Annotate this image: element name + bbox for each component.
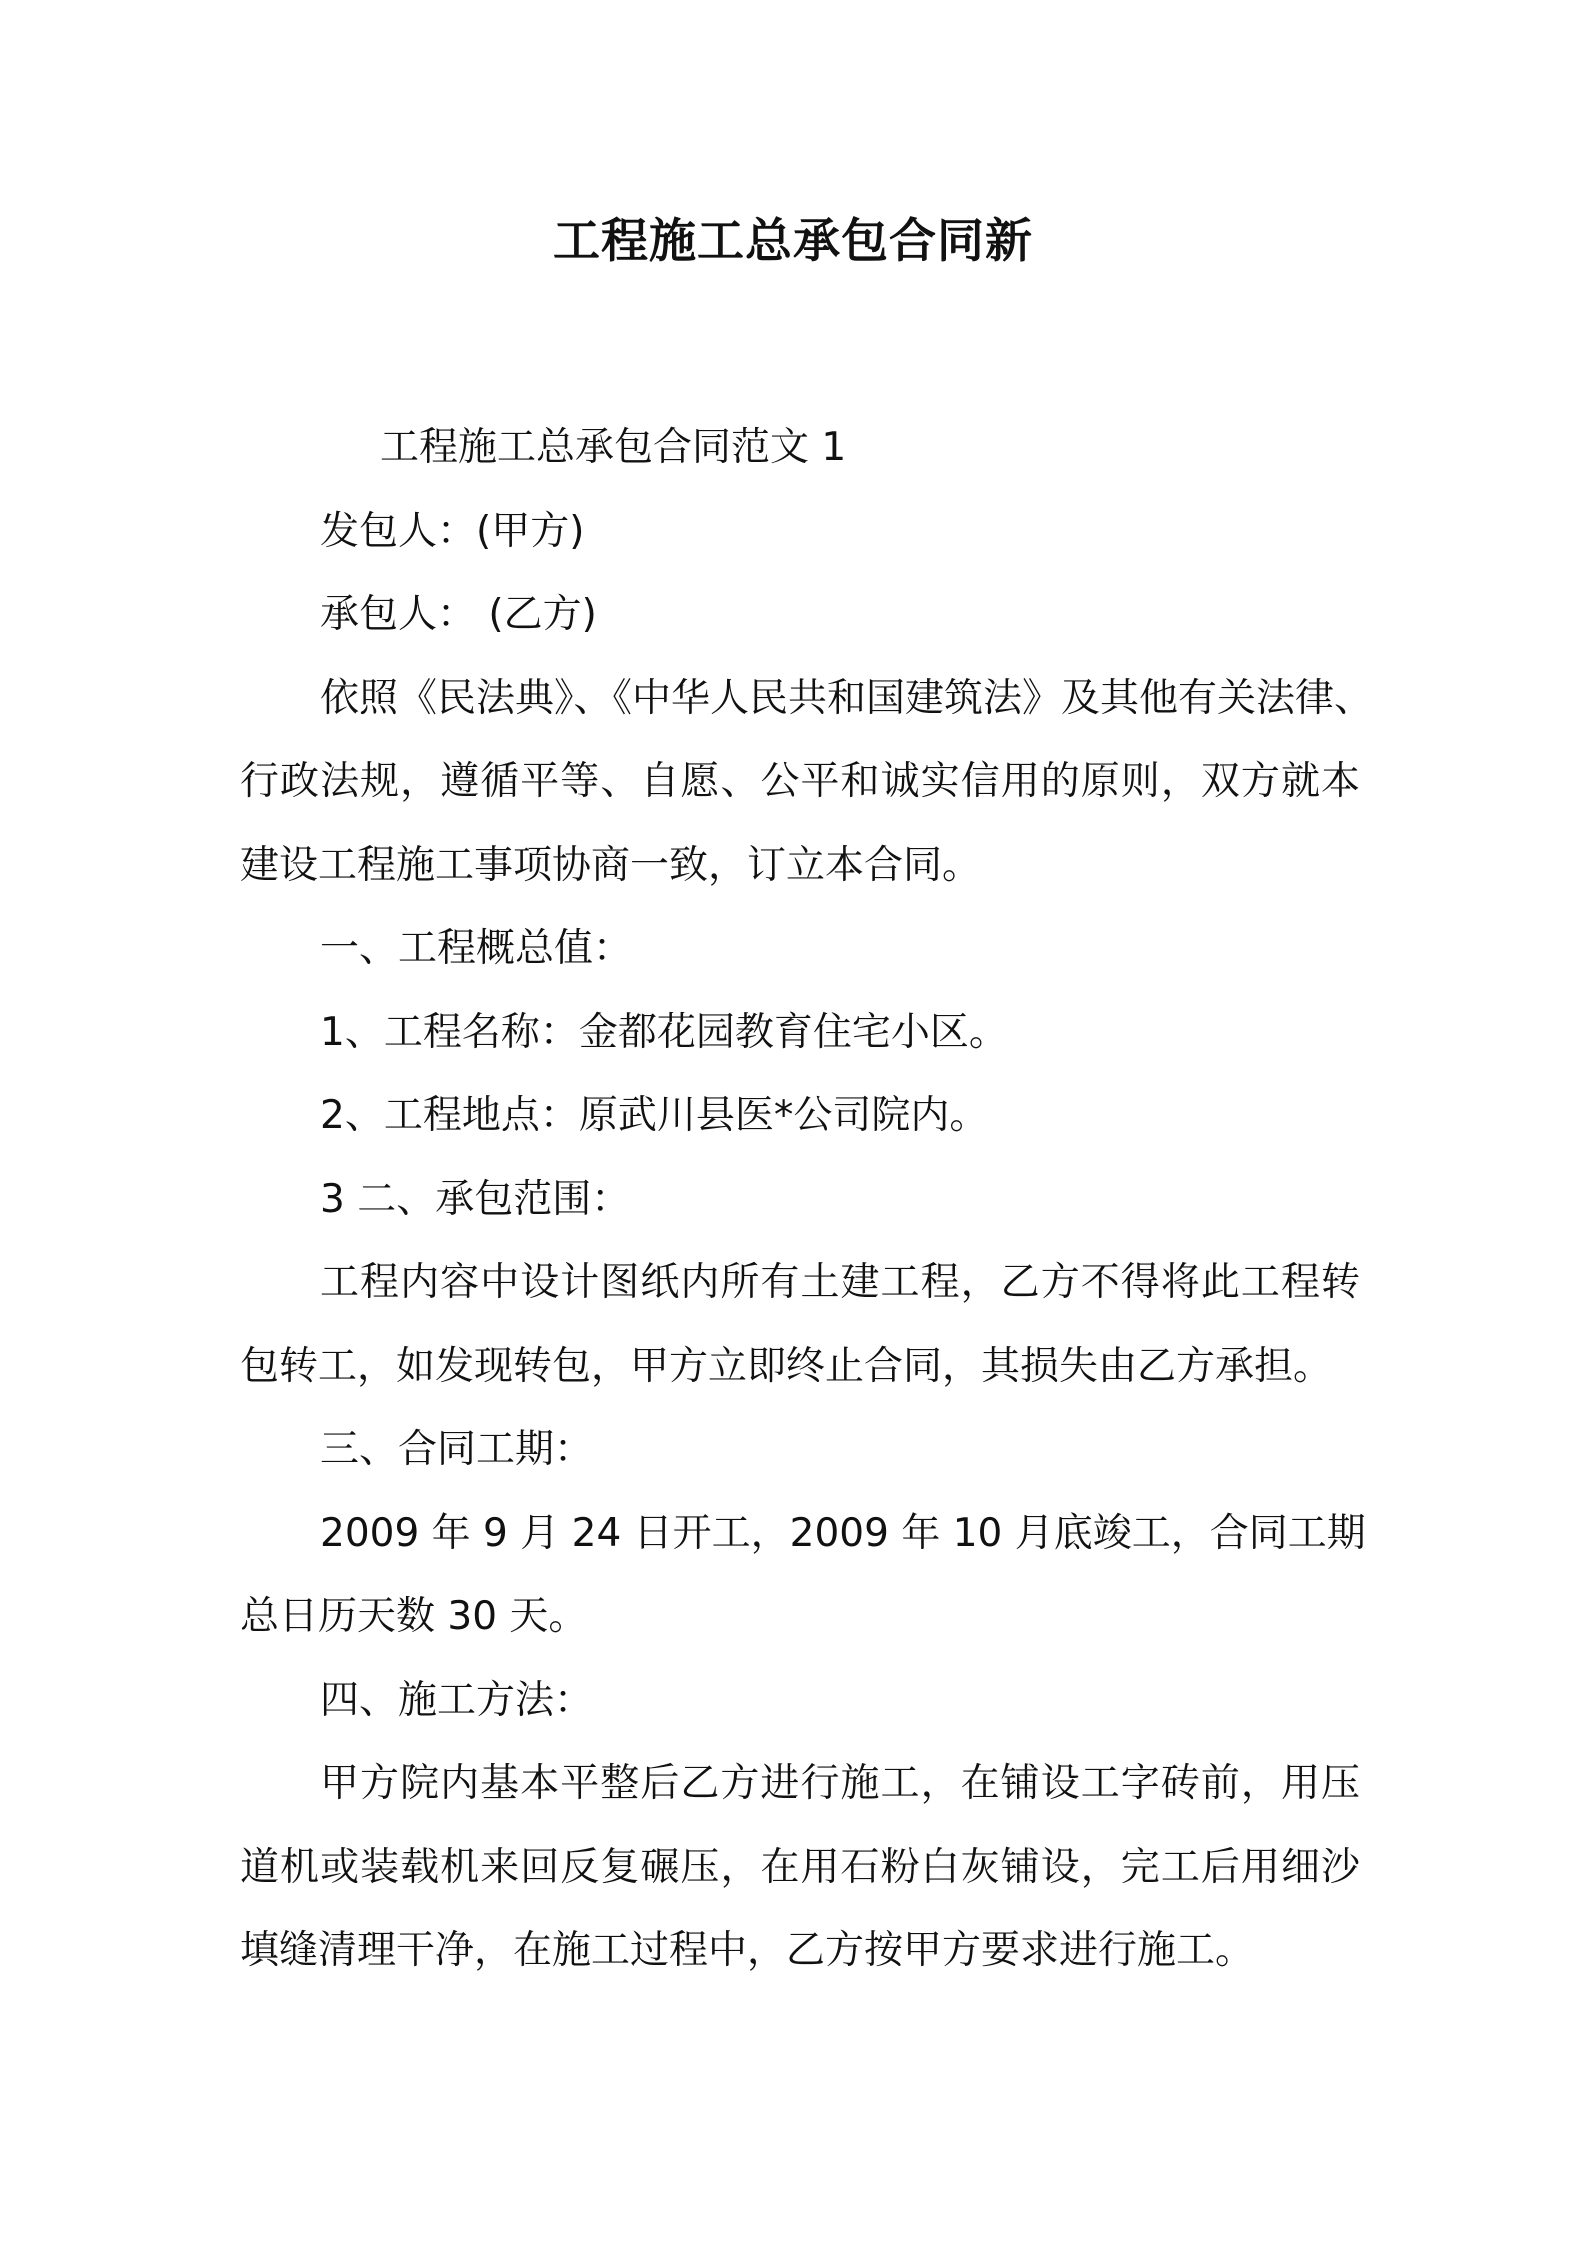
paragraph-line: 建设工程施工事项协商一致，订立本合同。 [240, 842, 982, 888]
paragraph-line: 总日历天数 30 天。 [240, 1594, 588, 1639]
document-title: 工程施工总承包合同新 [553, 214, 1033, 269]
clause-item: 1、工程名称：金都花园教育住宅小区。 [320, 1009, 1008, 1055]
paragraph-line: 包转工，如发现转包，甲方立即终止合同，其损失由乙方承担。 [240, 1343, 1333, 1389]
clause-heading: 四、施工方法： [320, 1677, 594, 1723]
party-a-line: 发包人：(甲方) [320, 508, 585, 554]
paragraph-line: 工程内容中设计图纸内所有土建工程，乙方不得将此工程转 [320, 1260, 1360, 1305]
clause-item: 2、工程地点：原武川县医*公司院内。 [320, 1093, 989, 1138]
paragraph-line: 行政法规，遵循平等、自愿、公平和诚实信用的原则，双方就本 [240, 759, 1360, 804]
paragraph-line: 依照《民法典》、《中华人民共和国建筑法》及其他有关法律、 [320, 675, 1374, 721]
paragraph-line: 道机或装载机来回反复碾压，在用石粉白灰铺设，完工后用细沙 [240, 1844, 1360, 1890]
document-body [240, 406, 1374, 1993]
paragraph-line: 2009 年 9 月 24 日开工，2009 年 10 月底竣工，合同工期 [320, 1510, 1366, 1556]
section-heading: 工程施工总承包合同范文 1 [380, 425, 847, 470]
clause-heading: 一、工程概总值： [320, 926, 633, 971]
paragraph-line: 甲方院内基本平整后乙方进行施工，在铺设工字砖前，用压 [320, 1761, 1360, 1806]
clause-heading: 三、合同工期： [320, 1427, 594, 1472]
party-b-line: 承包人： (乙方) [320, 592, 597, 637]
clause-heading: 3 二、承包范围： [320, 1176, 631, 1222]
paragraph-line: 填缝清理干净，在施工过程中，乙方按甲方要求进行施工。 [240, 1928, 1255, 1973]
